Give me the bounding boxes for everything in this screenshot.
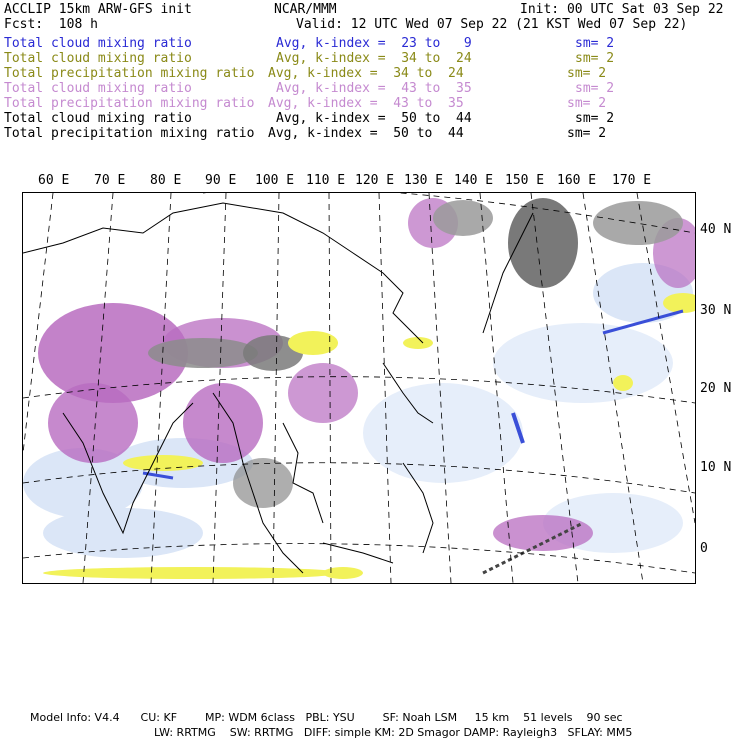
lon-label: 100 E xyxy=(255,173,295,188)
org-label: NCAR/MMM xyxy=(274,2,337,17)
model-title: ACCLIP 15km ARW-GFS init xyxy=(4,2,192,17)
valid-time: Valid: 12 UTC Wed 07 Sep 22 (21 KST Wed 07 Sep 22) xyxy=(296,17,688,32)
deep-cloud-area xyxy=(433,200,493,236)
legend-info: Avg, k-index = 50 to 44 xyxy=(276,111,472,126)
longitude-line xyxy=(480,193,513,583)
light-cloud-area xyxy=(363,383,523,483)
legend-field: Total cloud mixing ratio xyxy=(4,51,192,66)
legend-info: Avg, k-index = 43 to 35 xyxy=(276,81,472,96)
map-panel xyxy=(22,192,696,584)
lon-label: 160 E xyxy=(557,173,597,188)
convective-area xyxy=(493,515,593,551)
model-info-line1: Model Info: V4.4 CU: KF MP: WDM 6class PBL: YSU SF: Noah LSM 15 km 51 levels 90 sec xyxy=(30,711,623,724)
model-info-line2: LW: RRTMG SW: RRTMG DIFF: simple KM: 2D Smagor DAMP: Rayleigh3 SFLAY: MM5 xyxy=(154,726,633,739)
lon-label: 170 E xyxy=(612,173,652,188)
deep-cloud-area xyxy=(593,201,683,245)
legend-info: Avg, k-index = 43 to 35 xyxy=(268,96,464,111)
legend-sm: sm= 2 xyxy=(567,66,607,81)
lat-label: 40 N xyxy=(700,222,732,237)
lon-label: 150 E xyxy=(505,173,545,188)
convective-area xyxy=(183,383,263,463)
legend-field: Total precipitation mixing ratio xyxy=(4,66,255,81)
coastline xyxy=(323,543,393,563)
legend-info: Avg, k-index = 34 to 24 xyxy=(268,66,464,81)
mid-cloud-area xyxy=(43,567,343,579)
lon-label: 140 E xyxy=(454,173,494,188)
mid-cloud-area xyxy=(123,455,203,471)
legend-info: Avg, k-index = 34 to 24 xyxy=(276,51,472,66)
legend-info: Avg, k-index = 50 to 44 xyxy=(268,126,464,141)
legend-sm: sm= 2 xyxy=(575,111,615,126)
lon-label: 130 E xyxy=(404,173,444,188)
map-svg xyxy=(23,193,695,583)
lon-label: 90 E xyxy=(205,173,237,188)
legend-field: Total cloud mixing ratio xyxy=(4,81,192,96)
convective-area xyxy=(288,363,358,423)
legend-sm: sm= 2 xyxy=(567,126,607,141)
lat-label: 10 N xyxy=(700,460,732,475)
legend-field: Total cloud mixing ratio xyxy=(4,111,192,126)
lon-label: 110 E xyxy=(306,173,346,188)
mid-cloud-area xyxy=(323,567,363,579)
legend-sm: sm= 2 xyxy=(575,36,615,51)
legend-field: Total precipitation mixing ratio xyxy=(4,96,255,111)
deep-cloud-area xyxy=(148,338,258,368)
deep-cloud-area xyxy=(233,458,293,508)
longitude-line xyxy=(273,193,279,583)
legend-sm: sm= 2 xyxy=(575,81,615,96)
legend-sm: sm= 2 xyxy=(575,51,615,66)
mid-cloud-area xyxy=(403,337,433,349)
lat-label: 0 xyxy=(700,541,708,556)
init-time: Init: 00 UTC Sat 03 Sep 22 xyxy=(520,2,724,17)
lat-label: 20 N xyxy=(700,381,732,396)
lon-label: 60 E xyxy=(38,173,70,188)
forecast-hour: Fcst: 108 h xyxy=(4,17,98,32)
light-cloud-area xyxy=(493,323,673,403)
cloud-field xyxy=(23,198,695,579)
legend-info: Avg, k-index = 23 to 9 xyxy=(276,36,472,51)
lat-label: 30 N xyxy=(700,303,732,318)
legend-field: Total cloud mixing ratio xyxy=(4,36,192,51)
mid-cloud-area xyxy=(613,375,633,391)
legend-field: Total precipitation mixing ratio xyxy=(4,126,255,141)
legend-sm: sm= 2 xyxy=(567,96,607,111)
longitude-line xyxy=(23,193,53,453)
lon-label: 70 E xyxy=(94,173,126,188)
lon-label: 80 E xyxy=(150,173,182,188)
lon-label: 120 E xyxy=(355,173,395,188)
mid-cloud-area xyxy=(288,331,338,355)
longitude-line xyxy=(379,193,391,583)
